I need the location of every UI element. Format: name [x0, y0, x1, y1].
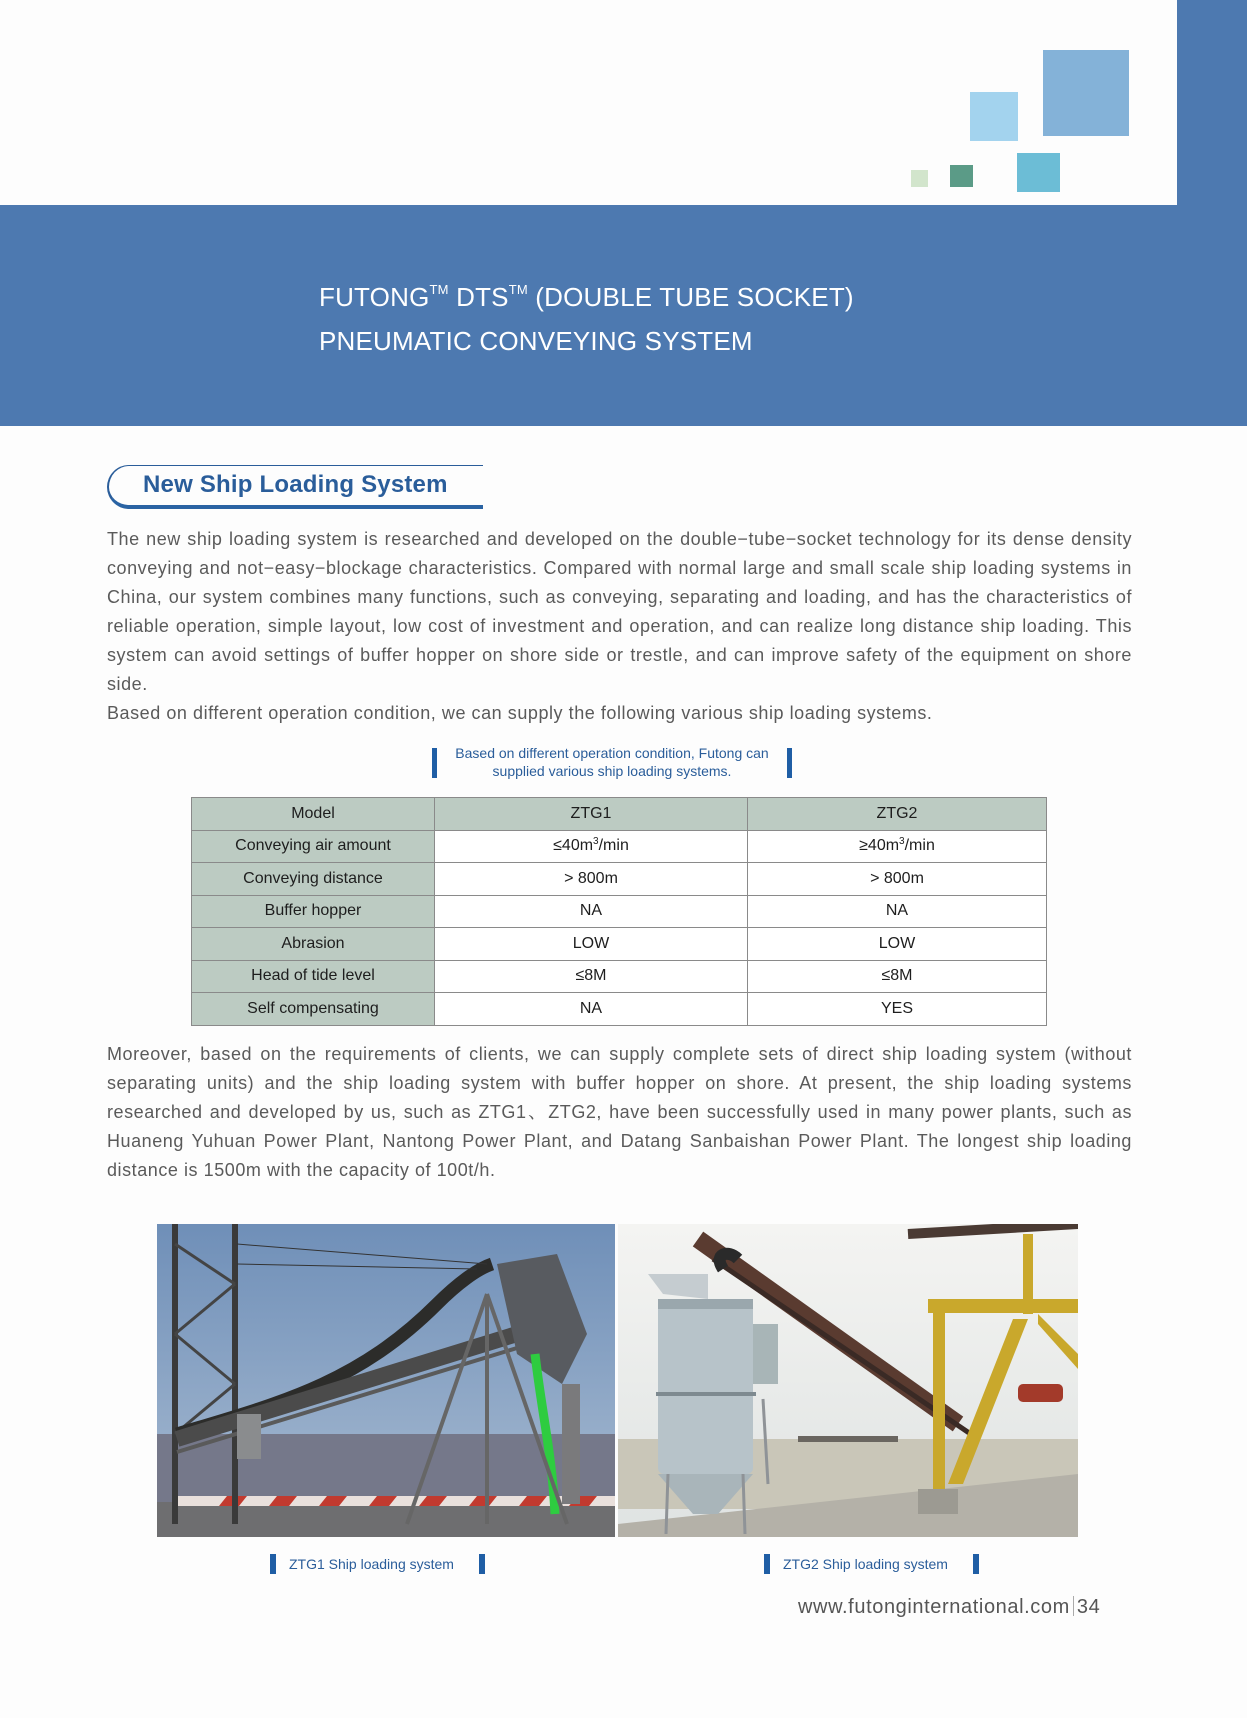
decor-square-large — [1043, 50, 1129, 136]
section-heading-label: New Ship Loading System — [143, 471, 448, 498]
header-right-strip — [1177, 0, 1247, 206]
cell-ztg1: LOW — [435, 928, 748, 961]
cell-ztg1: ≤8M — [435, 960, 748, 993]
photo-caption-ztg2 — [764, 1553, 979, 1575]
header-ztg1: ZTG1 — [435, 798, 748, 831]
intro-text — [107, 525, 1132, 728]
table-row — [192, 830, 1047, 863]
caption-bar-right — [787, 748, 792, 778]
table-row — [192, 993, 1047, 1026]
row-label: Conveying air amount — [192, 830, 435, 863]
caption-bar-left — [270, 1554, 276, 1574]
row-label: Head of tide level — [192, 960, 435, 993]
cell-ztg2: $\ge 40m^3/\min$ — [748, 830, 1047, 863]
table-header-row — [192, 798, 1047, 831]
page-title-line-2: PNEUMATIC CONVEYING SYSTEM — [319, 326, 753, 356]
row-label: Conveying distance — [192, 863, 435, 896]
header-ztg2: ZTG2 — [748, 798, 1047, 831]
cell-ztg2: NA — [748, 895, 1047, 928]
table-caption — [432, 744, 792, 782]
closing-paragraph: Moreover, based on the requirements of clients, we can supply complete sets of direct ship loading system (without separating units) and the ship loading system with buffer hopper on shore. At present, the ship loading systems researched and developed by us, such as ZTG1、ZTG2, have been successfully used in many power plants, such as Huaneng Yuhuan Power Plant, Nantong Power Plant, and Datang Sanbaishan Power Plant. The longest ship loading distance is 1500m with the capacity of 100t/h. — [107, 1044, 1132, 1180]
cell-ztg2: LOW — [748, 928, 1047, 961]
trademark-mark: TM — [508, 282, 528, 297]
decor-square-cyan — [1017, 153, 1060, 192]
intro-paragraph: The new ship loading system is researched and developed on the double−tube−socket technology for its dense density conveying and not−easy−blockage characteristics. Compared with normal large and small scale ship loading systems in China, our system combines many functions, such as conveying, separating and loading, and has the characteristics of reliable operation, simple layout, low cost of investment and operation, and can realize long distance ship loading. This system can avoid settings of buffer hopper on shore side or trestle, and can improve safety of the equipment on shore side. — [107, 529, 1132, 694]
footer-divider — [1073, 1596, 1074, 1616]
caption-bar-right — [479, 1554, 485, 1574]
caption-bar-left — [764, 1554, 770, 1574]
ztg1-photo-illustration — [157, 1224, 615, 1537]
cell-ztg1: > 800m — [435, 863, 748, 896]
caption-bar-left — [432, 748, 437, 778]
photo-caption-ztg1 — [270, 1553, 485, 1575]
decor-square-light-blue — [970, 92, 1018, 141]
table-caption-line-1: Based on different operation condition, Futong can — [455, 745, 769, 761]
website-link[interactable]: www.futonginternational.com — [798, 1596, 1070, 1618]
title-banner — [0, 205, 1247, 426]
page-number: 34 — [1076, 1596, 1101, 1618]
photo-caption-text: ZTG2 Ship loading system — [783, 1556, 948, 1572]
closing-text — [107, 1040, 1132, 1185]
cell-ztg1: NA — [435, 993, 748, 1026]
page-title — [319, 275, 854, 363]
row-label: Abrasion — [192, 928, 435, 961]
cell-ztg2: YES — [748, 993, 1047, 1026]
cell-ztg1: NA — [435, 895, 748, 928]
cell-ztg2: > 800m — [748, 863, 1047, 896]
table-row — [192, 928, 1047, 961]
ztg2-photo-illustration — [618, 1224, 1078, 1537]
spec-table — [191, 797, 1047, 1026]
caption-bar-right — [973, 1554, 979, 1574]
decor-square-green — [950, 165, 973, 187]
trademark-mark: TM — [429, 282, 449, 297]
cell-ztg2: ≤8M — [748, 960, 1047, 993]
decor-square-pale-green — [911, 170, 928, 187]
photo-ztg1 — [157, 1224, 615, 1537]
photo-caption-text: ZTG1 Ship loading system — [289, 1556, 454, 1572]
section-heading — [107, 463, 483, 511]
intro-followup: Based on different operation condition, we can supply the following various ship loading systems. — [107, 703, 933, 723]
photo-ztg2 — [618, 1224, 1078, 1537]
row-label: Self compensating — [192, 993, 435, 1026]
table-row — [192, 895, 1047, 928]
page-title-line-1: FUTONG™ DTS™ (DOUBLE TUBE SOCKET) — [319, 282, 854, 312]
page-footer — [798, 1596, 1100, 1619]
table-caption-line-2: supplied various ship loading systems. — [492, 763, 732, 779]
row-label: Buffer hopper — [192, 895, 435, 928]
table-row — [192, 960, 1047, 993]
cell-ztg1: $\le 40m^3/\min$ — [435, 830, 748, 863]
header-model: Model — [192, 798, 435, 831]
table-row — [192, 863, 1047, 896]
